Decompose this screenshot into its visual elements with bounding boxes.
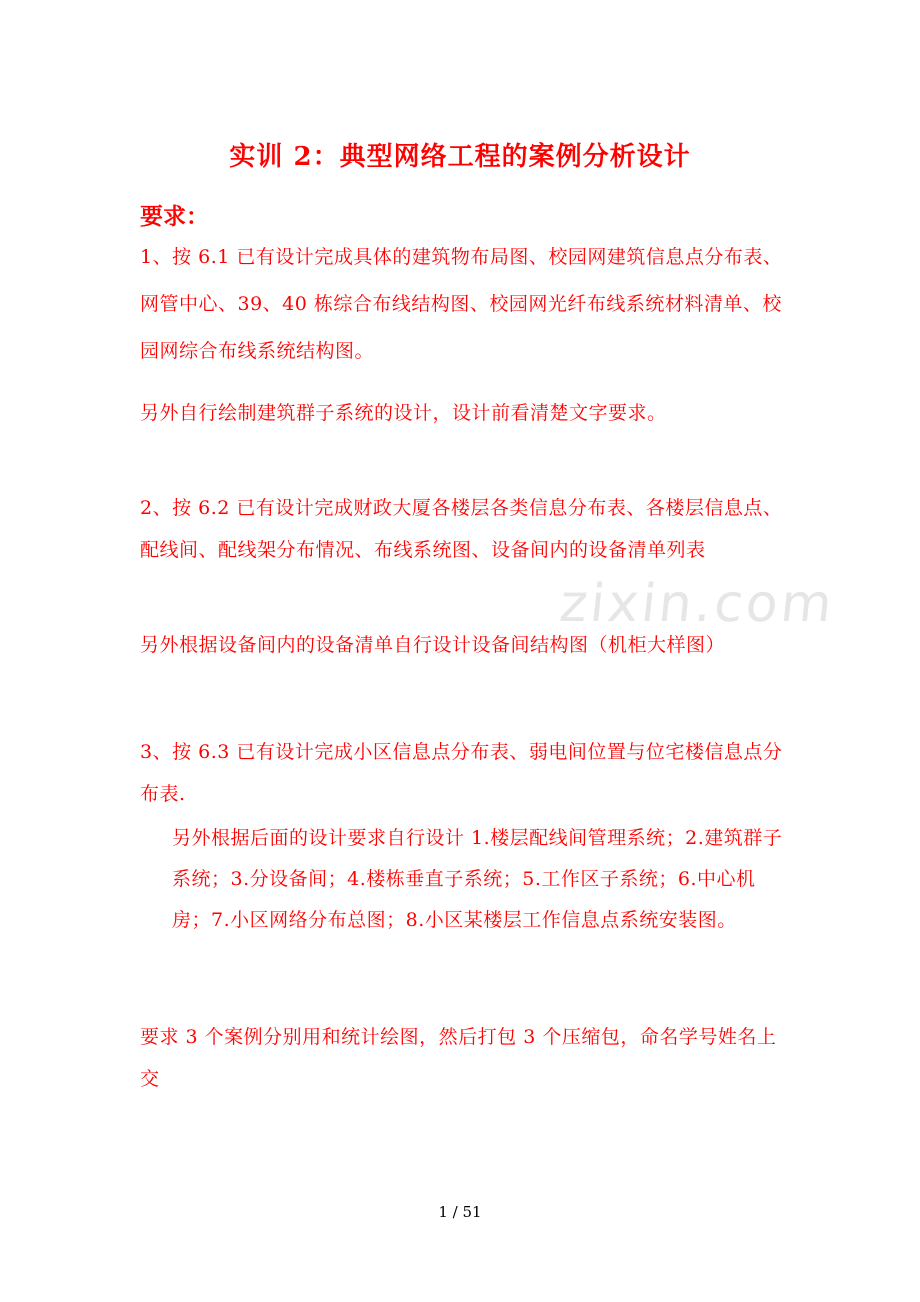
requirement-item-3: 3、按 6.3 已有设计完成小区信息点分布表、弱电间位置与位宅楼信息点分布表. bbox=[140, 741, 783, 805]
requirement-item-2-extra: 另外根据设备间内的设备清单自行设计设备间结构图（机柜大样图） bbox=[140, 634, 726, 656]
requirements-heading: 要求： bbox=[140, 203, 209, 230]
page-number: 1 / 51 bbox=[438, 1203, 482, 1221]
watermark: zixin.com bbox=[556, 574, 838, 634]
requirement-item-1: 1、按 6.1 已有设计完成具体的建筑物布局图、校园网建筑信息点分布表、网管中心、39、40 栋综合布线结构图、校园网光纤布线系统材料清单、校园网综合布线系统结构图。 bbox=[140, 246, 783, 362]
requirement-item-3-extra: 另外根据后面的设计要求自行设计 1.楼层配线间管理系统；2.建筑群子系统；3.分设备间；4.楼栋垂直子系统；5.工作区子系统；6.中心机房；7.小区网络分布总图；8.小区某楼层工作信息点系统安装图。 bbox=[172, 827, 783, 931]
submission-requirement: 要求 3 个案例分别用和统计绘图，然后打包 3 个压缩包，命名学号姓名上交 bbox=[140, 1026, 777, 1090]
page-title: 实训 2：典型网络工程的案例分析设计 bbox=[229, 142, 691, 172]
requirement-item-2: 2、按 6.2 已有设计完成财政大厦各楼层各类信息分布表、各楼层信息点、配线间、配线架分布情况、布线系统图、设备间内的设备清单列表 bbox=[140, 497, 783, 561]
requirement-item-1-extra: 另外自行绘制建筑群子系统的设计，设计前看清楚文字要求。 bbox=[140, 402, 667, 424]
